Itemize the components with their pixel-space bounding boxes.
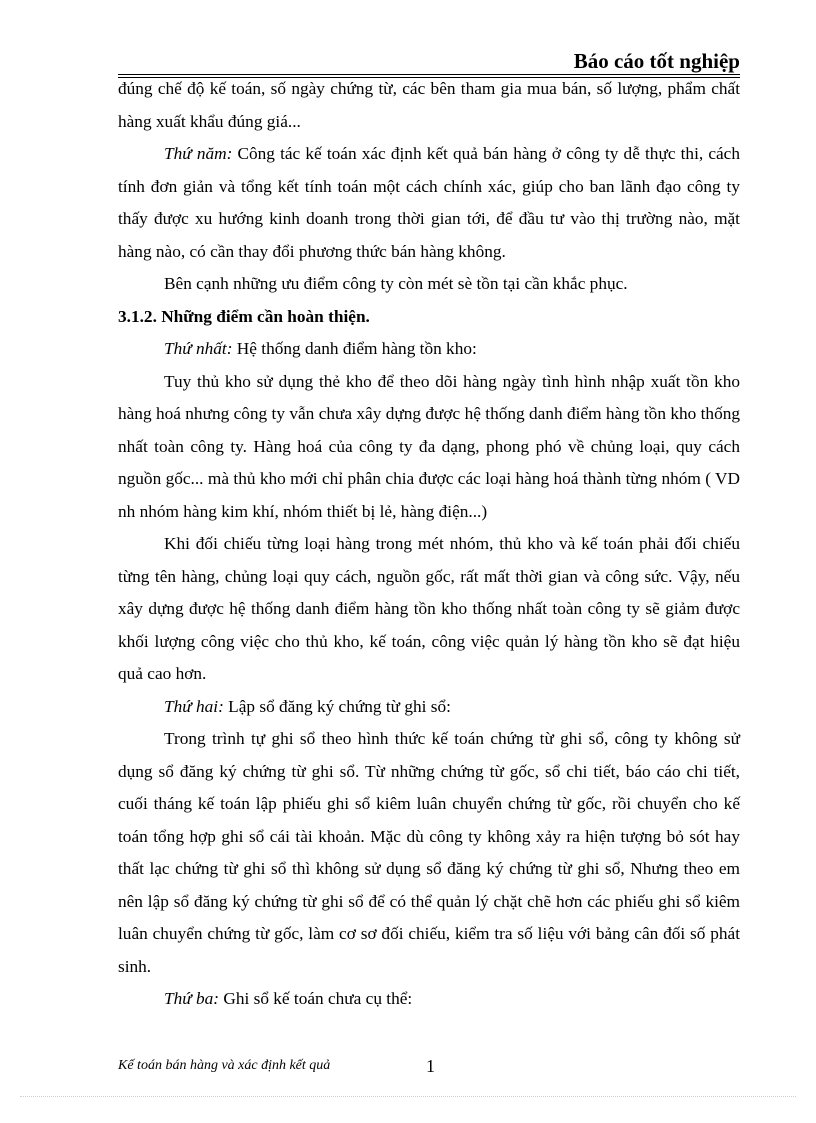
paragraph-4-lead: Thứ nhất: bbox=[164, 339, 233, 358]
paragraph-5: Tuy thủ kho sử dụng thẻ kho để theo dõi hàng ngày tình hình nhập xuất tồn kho hàng hoá nhưng công ty vẫn chưa xây dựng được hệ thống danh điểm hàng tồn kho thống nhất toàn công ty. Hàng hoá của công ty đa dạng, phong phó về chủng loại, quy cách nguồn gốc... mà thủ kho mới chỉ phân chia được các loại hàng hoá thành từng nhóm ( VD nh nhóm hàng kim khí, nhóm thiết bị lẻ, hàng điện...) bbox=[118, 371, 740, 521]
section-heading: 3.1.2. Những điểm cần hoàn thiện. bbox=[118, 306, 370, 326]
paragraph-2-lead: Thứ năm: bbox=[164, 144, 233, 163]
paragraph-1: đúng chế độ kế toán, số ngày chứng từ, các bên tham gia mua bán, số lượng, phẩm chất hàng xuất khẩu đúng giá... bbox=[118, 79, 740, 131]
paragraph-2-text: Công tác kế toán xác định kết quả bán hàng ở công ty dễ thực thi, cách tính đơn giản và tổng kết tính toán một cách chính xác, giúp cho ban lãnh đạo công ty thấy được xu hướng kinh doanh trong thời gian tới, để đầu tư vào thị trường nào, mặt hàng nào, có cần thay đổi phương thức bán hàng không. bbox=[118, 144, 740, 261]
paragraph-4 bbox=[118, 333, 740, 366]
document-body bbox=[118, 73, 740, 1016]
paragraph-9 bbox=[118, 983, 740, 1016]
page-number: 1 bbox=[426, 1056, 435, 1076]
paragraph-2 bbox=[118, 138, 740, 268]
paragraph-7-text: Lập sổ đăng ký chứng từ ghi sổ: bbox=[223, 696, 451, 716]
paragraph-9-lead: Thứ ba: bbox=[164, 989, 220, 1008]
paragraph-4-text: Hệ thống danh điểm hàng tồn kho: bbox=[232, 339, 477, 358]
footer-title: Kế toán bán hàng và xác định kết quả bbox=[118, 1058, 331, 1073]
page-bottom-divider bbox=[20, 1096, 796, 1097]
paragraph-7-lead: Thứ hai: bbox=[164, 696, 224, 716]
paragraph-9-text: Ghi sổ kế toán chưa cụ thể: bbox=[219, 989, 413, 1008]
paragraph-7 bbox=[118, 691, 740, 724]
paragraph-6: Khi đối chiếu từng loại hàng trong mét nhóm, thủ kho và kế toán phải đối chiếu từng tên hàng, chủng loại quy cách, nguồn gốc, rất mất thời gian và công sức. Vậy, nếu xây dựng được hệ thống danh điểm hàng tồn kho thống nhất toàn công ty sẽ giảm được khối lượng công việc cho thủ kho, kế toán, công việc quản lý hàng tồn kho sẽ đạt hiệu quả cao hơn. bbox=[118, 534, 740, 683]
paragraph-8: Trong trình tự ghi sổ theo hình thức kế toán chứng từ ghi sổ, công ty không sử dụng sổ đăng ký chứng từ ghi sổ. Từ những chứng từ gốc, sổ chi tiết, báo cáo chi tiết, cuối tháng kế toán lập phiếu ghi sổ kiêm luân chuyển chứng từ gốc, rồi chuyển cho kế toán tổng hợp ghi sổ cái tài khoản. Mặc dù công ty không xảy ra hiện tượng bỏ sót hay thất lạc chứng từ ghi sổ thì không sử dụng sổ đăng ký chứng từ ghi sổ, Nhưng theo em nên lập sổ đăng ký chứng từ ghi sổ để có thể quản lý chặt chẽ hơn các phiếu ghi sổ kiêm luân chuyển chứng từ gốc, làm cơ sơ đối chiếu, kiểm tra số liệu với bảng cân đối số phát sinh. bbox=[118, 729, 740, 976]
page-header-title: Báo cáo tốt nghiệp bbox=[573, 49, 740, 73]
paragraph-3: Bên cạnh những ưu điểm công ty còn mét sè tồn tại cần khắc phục. bbox=[164, 274, 628, 293]
